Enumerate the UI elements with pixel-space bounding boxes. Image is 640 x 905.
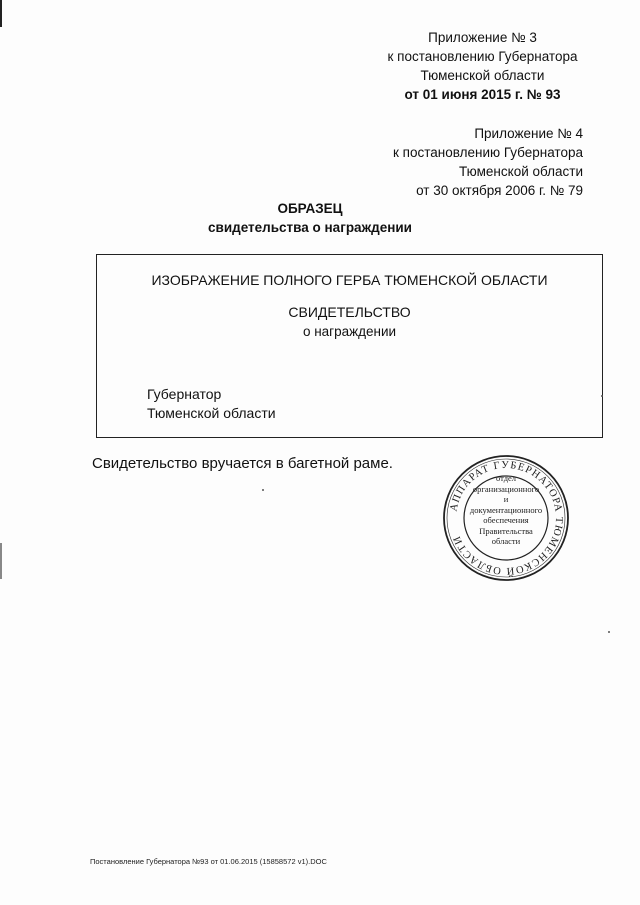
annex-3-date: от 01 июня 2015 г. № 93 [404,87,561,102]
document-title [160,199,460,237]
signatory-region: Тюменской области [147,405,276,421]
annex-3-header [360,28,605,104]
stamp-inner-text [466,473,546,547]
stamp-line: документационного [469,504,543,515]
annex-4-number: Приложение № 4 [474,126,583,141]
annex-3-resolution: к постановлению Губернатора [387,49,578,64]
stamp-line: организационного [472,483,540,494]
scan-speck [601,395,603,397]
scan-speck [262,489,264,491]
annex-3-number: Приложение № 3 [428,30,537,45]
stamp-line: и [503,494,509,504]
certificate-heading [97,303,602,341]
official-stamp [441,453,571,583]
scan-edge [0,0,2,905]
title-subtitle: свидетельства о награждении [208,220,412,235]
stamp-line: области [491,536,521,546]
annex-4-date: от 30 октября 2006 г. № 79 [416,183,583,198]
certificate-frame [96,254,603,438]
stamp-line: Правительства [479,525,533,536]
annex-4-header [393,124,583,200]
annex-3-region: Тюменской области [420,68,545,83]
scan-speck [608,631,610,633]
stamp-line: отдел [495,473,517,483]
signatory [147,385,276,423]
svg-text:АППАРАТ ГУБЕРНАТОРА ТЮМЕНСКОЙ: АППАРАТ ГУБЕРНАТОРА ТЮМЕНСКОЙ ОБЛАСТИ [448,459,565,577]
certificate-title: СВИДЕТЕЛЬСТВО [288,304,411,320]
certificate-subtitle: о награждении [302,324,397,339]
stamp-line: обеспечения [483,515,529,525]
document-footer: Постановление Губернатора №93 от 01.06.2015 (15858572 v1).DOC [90,857,327,866]
annex-4-resolution: к постановлению Губернатора [393,145,583,160]
frame-note: Свидетельство вручается в багетной раме. [92,455,393,472]
annex-4-region: Тюменской области [459,164,583,179]
coat-of-arms-placeholder: ИЗОБРАЖЕНИЕ ПОЛНОГО ГЕРБА ТЮМЕНСКОЙ ОБЛАСТИ [151,272,548,288]
signatory-title: Губернатор [147,386,222,402]
title-sample: ОБРАЗЕЦ [277,201,343,216]
